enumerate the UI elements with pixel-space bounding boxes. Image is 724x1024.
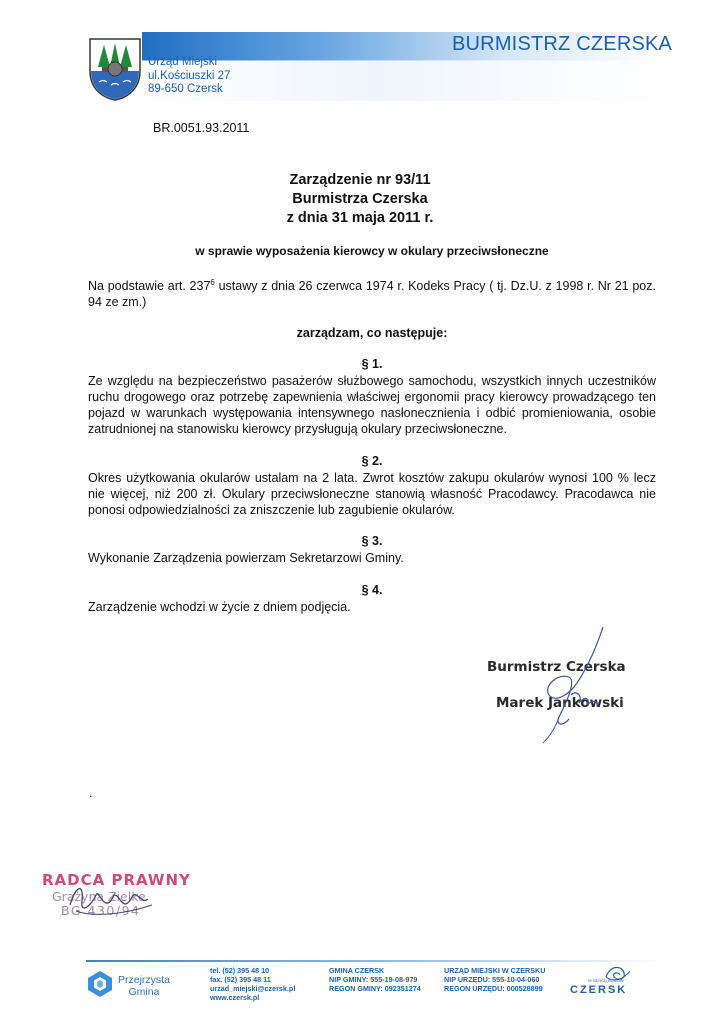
paragraph-3-text: Wykonanie Zarządzenia powierzam Sekretarzowi Gminy. xyxy=(88,551,404,565)
footer-urzad-regon: REGON URZĘDU: 000528899 xyxy=(444,984,543,993)
legal-basis-superscript: 6 xyxy=(210,278,215,287)
footer-gmina-nip: NIP GMINY: 555-19-08-979 xyxy=(329,975,418,984)
footer-phone: tel. (52) 395 48 10 xyxy=(210,966,270,975)
advisor-stamp-title: RADCA PRAWNY xyxy=(42,871,191,889)
footer-urzad-name: URZĄD MIEJSKI W CZERSKU xyxy=(444,966,546,975)
paragraph-2-text: Okres użytkowania okularów ustalam na 2 lata. Zwrot kosztów zakupu okularów wynosi 100 % lecz nie więcej, niż 200 zł. Okulary przeciwsłoneczne stanowią własność Pracodawcy. Pracodawca nie ponosi odpowiedzialności za zniszczenie lub zagubienie okularów. xyxy=(88,471,656,517)
transparent-gmina-label xyxy=(118,974,170,998)
handwritten-signature-icon xyxy=(525,625,615,745)
signature-stamp-title: Burmistrz Czerska xyxy=(487,659,626,675)
footer-website[interactable]: www.czersk.pl xyxy=(210,993,260,1002)
footer-urzad-nip: NIP URZĘDU: 555-10-04-060 xyxy=(444,975,540,984)
signature-stamp-name: Marek Jankowski xyxy=(496,695,624,711)
office-street: ul.Kościuszki 27 xyxy=(148,69,231,82)
paragraph-1-heading: § 1. xyxy=(361,357,383,371)
paragraph-1-text: Ze względu na bezpieczeństwo pasażerów służbowego samochodu, wszystkich innych uczestników ruchu drogowego oraz potrzebę zapewnienia właściwej ergonomii pracy kierowcy prowadzącego ten pojazd w warunkach występowania intensywnego nasłonecznienia i odbić promieniowania, osobie zatrudnionej na stanowisku kierowcy przysługują okulary przeciwsłoneczne. xyxy=(88,374,656,436)
advisor-signature-icon xyxy=(62,875,162,923)
footer-gmina-name: GMINA CZERSK xyxy=(329,966,385,975)
document-title-date: z dnia 31 maja 2011 r. xyxy=(286,210,434,226)
trailing-dot: . xyxy=(89,786,93,800)
advisor-stamp-number: BG 430/94 xyxy=(61,903,141,918)
logo-text-line-2: Gmina xyxy=(128,986,160,998)
paragraph-4-text: Zarządzenie wchodzi w życie z dniem podjęcia. xyxy=(88,600,351,614)
legal-basis-text-rest: ustawy z dnia 26 czerwca 1974 r. Kodeks Pracy ( tj. Dz.U. z 1998 r. Nr 21 poz. 94 ze zm.) xyxy=(88,279,656,310)
transparent-gmina-logo-icon xyxy=(87,970,113,998)
decree-phrase: zarządzam, co następuje: xyxy=(296,326,448,340)
document-reference: BR.0051.93.2011 xyxy=(153,121,250,135)
advisor-stamp-name: Grażyna Zielke xyxy=(52,889,146,904)
footer-email[interactable]: urzad_miejski@czersk.pl xyxy=(210,984,296,993)
footer-contact xyxy=(210,966,295,1002)
logo-text-line-1: Przejrzysta xyxy=(118,974,170,986)
footer-gmina-regon: REGON GMINY: 092351274 xyxy=(329,984,421,993)
footer-fax: fax. (52) 395 48 11 xyxy=(210,975,271,984)
czersk-logo-tagline: W SERCU BORÓW xyxy=(588,978,624,983)
header-title: BURMISTRZ CZERSKA xyxy=(452,33,673,55)
paragraph-3-heading: § 3. xyxy=(361,534,383,548)
document-title-number: Zarządzenie nr 93/11 xyxy=(289,172,431,188)
footer-divider xyxy=(86,960,664,962)
paragraph-4-heading: § 4. xyxy=(361,583,383,597)
coat-of-arms-icon xyxy=(87,37,143,101)
footer-urzad-info xyxy=(444,966,545,993)
office-city: 89-650 Czersk xyxy=(148,83,223,95)
czersk-logo-wordmark: CZERSK xyxy=(570,984,628,996)
document-title-issuer: Burmistrza Czerska xyxy=(292,191,428,207)
document-subject: w sprawie wyposażenia kierowcy w okulary przeciwsłoneczne xyxy=(195,244,549,258)
footer-gmina-info xyxy=(329,966,421,993)
office-name: Urząd Miejski xyxy=(148,56,218,68)
office-address xyxy=(148,56,230,97)
legal-basis xyxy=(88,275,656,310)
paragraph-2-heading: § 2. xyxy=(361,454,383,468)
legal-basis-text: Na podstawie art. 237 xyxy=(88,279,211,294)
